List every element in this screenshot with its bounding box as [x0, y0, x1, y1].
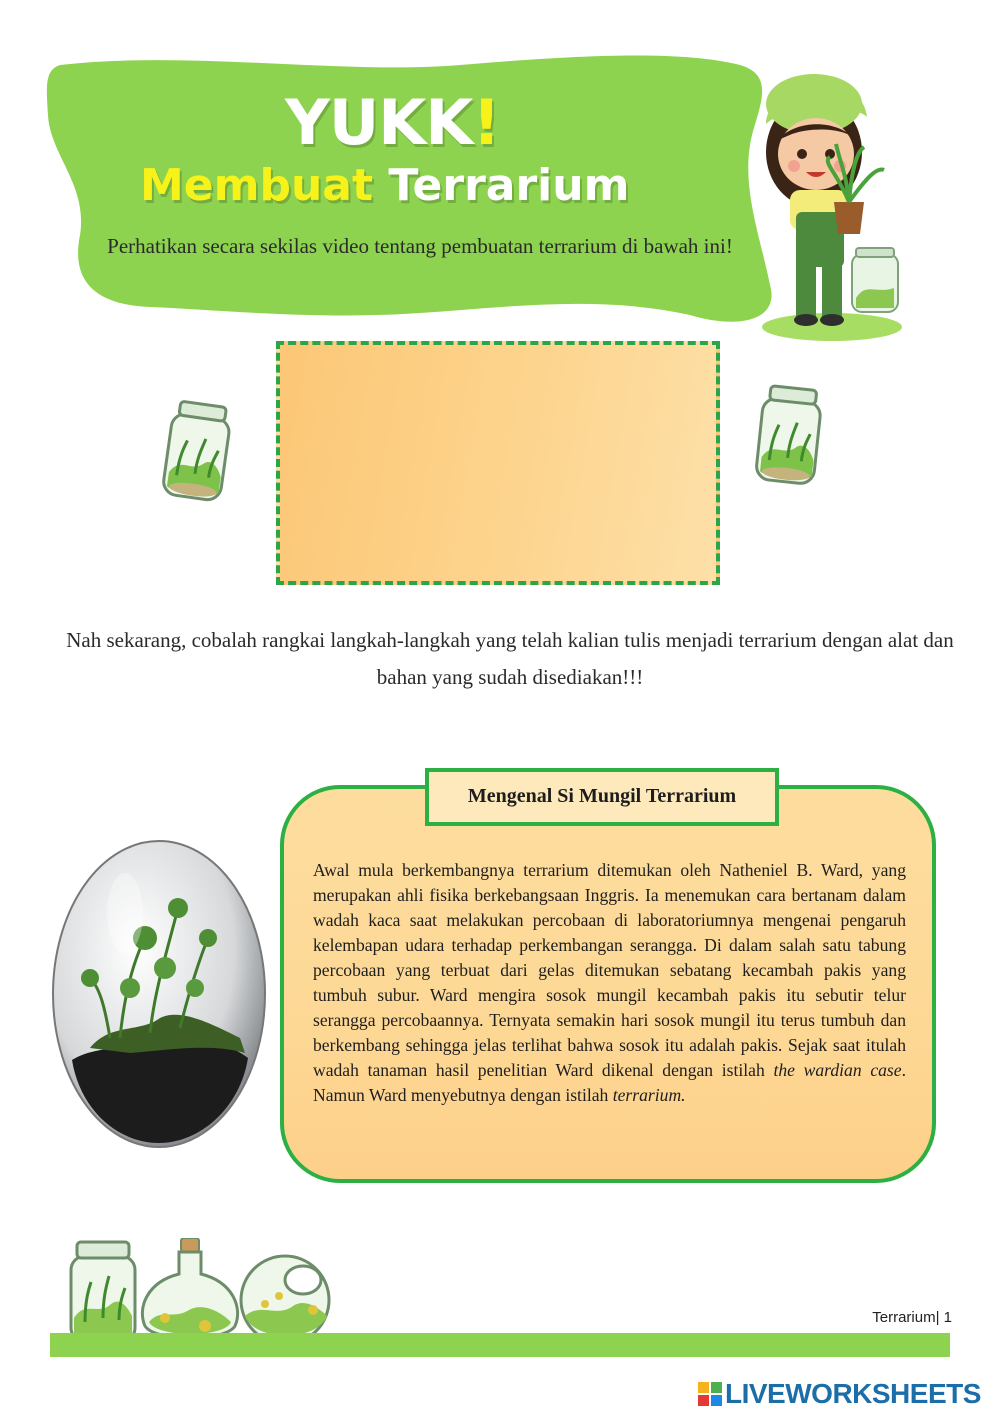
terrarium-jar-icon	[158, 398, 238, 506]
title-word-membuat: Membuat	[140, 160, 374, 211]
title-word-terrarium: Terrarium	[388, 160, 630, 211]
video-placeholder[interactable]	[276, 341, 720, 585]
girl-gardener-illustration	[752, 62, 912, 347]
banner-subtitle: Perhatikan secara sekilas video tentang pembuatan terrarium di bawah ini!	[107, 234, 733, 258]
terrarium-jar-icon	[750, 380, 830, 490]
liveworksheets-logo: LIVEWORKSHEETS	[698, 1377, 998, 1411]
title-exclamation: !	[472, 86, 500, 159]
page-number: Terrarium| 1	[872, 1309, 952, 1326]
scientist-name: Natheniel B. Ward,	[719, 860, 864, 880]
title-yukk: YUKK!	[285, 86, 500, 159]
liveworksheets-logo-icon	[698, 1382, 722, 1406]
instruction-text: Nah sekarang, cobalah rangkai langkah-langkah yang telah kalian tulis menjadi terrarium dengan alat dan bahan yang sudah disediakan!!!	[66, 628, 954, 689]
glass-egg-terrarium-image	[50, 838, 268, 1150]
info-box-title: Mengenal Si Mungil Terrarium	[425, 768, 779, 826]
footer-bar	[50, 1333, 950, 1357]
info-box-text: Awal mula berkembangnya terrarium ditemukan oleh Natheniel B. Ward, yang merupakan ahli fisika berkebangsaan Inggris. Ia menemukan cara bertanam dalam wadah kaca saat melakukan percobaan di laboratoriumnya mengenai pengaruh kelembapan udara terhadap perkembangan serangga. Di dalam salah satu tabung percobaan yang terbuat dari gelas ditemukan sebatang kecambah pakis yang tumbuh subur. Ward mengira sosok mungil kecambah pakis itu sebutir telur serangga percobaannya. Ternyata semakin hari sosok mungil itu terus tumbuh dan berkembang sehingga jelas terlihat bahwa sosok itu adalah pakis. Sejak saat itulah wadah tanaman hasil penelitian Ward dikenal dengan istilah the wardian case. Namun Ward menyebutnya dengan istilah terrarium.	[313, 860, 906, 1105]
footer-terrarium-jars-illustration	[65, 1238, 337, 1346]
page-title	[140, 158, 720, 214]
